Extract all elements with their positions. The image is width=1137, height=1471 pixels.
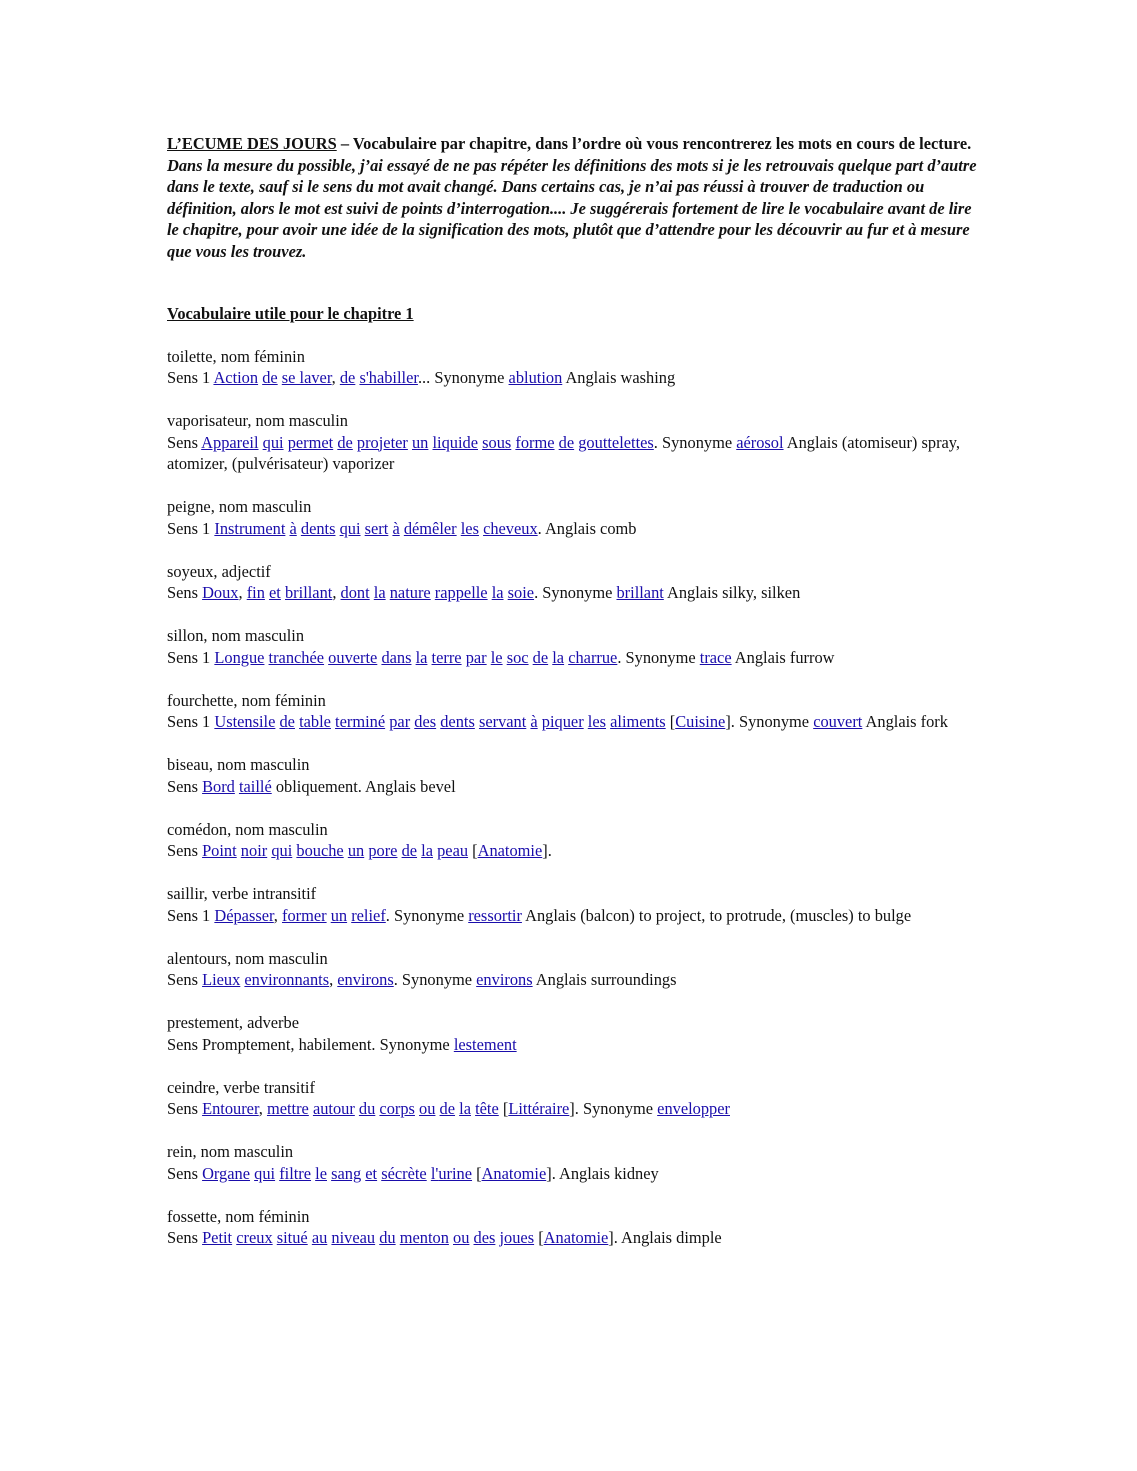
definition-text: [ [665,712,676,731]
definition-link[interactable]: les [587,712,606,731]
vocab-definition [167,647,977,669]
definition-link[interactable]: permet [287,432,334,452]
definition-link[interactable]: brillant [616,583,664,602]
definition-link[interactable]: rappelle [434,583,488,602]
definition-link[interactable]: la [459,1099,471,1118]
definition-text: Sens [167,841,203,860]
definition-link[interactable]: Petit [202,1228,233,1247]
vocab-entry [167,948,977,991]
definition-link[interactable]: et [269,583,281,602]
definition-link[interactable]: au [311,1228,328,1247]
definition-link[interactable]: gouttelettes [578,432,654,452]
vocab-definition [167,1227,977,1249]
definition-link[interactable]: les [460,518,479,538]
vocab-entry [167,496,977,539]
definition-text: Sens [167,1228,203,1247]
definition-text: [ [468,841,478,860]
definition-link[interactable]: Point [202,841,237,860]
definition-link[interactable]: le [490,647,503,667]
definition-text: , [273,905,282,925]
vocab-entry [167,1012,977,1055]
definition-text: ]. Synonyme [569,1099,658,1118]
definition-link[interactable]: qui [254,1163,276,1183]
definition-link[interactable]: mettre [266,1099,309,1118]
definition-text: [ [534,1228,544,1247]
definition-link[interactable]: joues [499,1228,535,1247]
definition-link[interactable]: menton [399,1228,449,1247]
definition-text: , [258,1099,267,1118]
definition-link[interactable]: dont [340,583,370,602]
definition-link[interactable]: dans [381,647,412,667]
definition-link[interactable]: à [289,518,297,538]
definition-link[interactable]: Ustensile [214,712,276,731]
definition-text: obliquement. Anglais bevel [271,776,456,796]
definition-link[interactable]: et [365,1163,378,1183]
definition-link[interactable]: Littéraire [508,1099,570,1118]
definition-link[interactable]: le [315,1163,327,1183]
vocab-definition [167,367,977,389]
definition-text: Sens [167,776,203,796]
definition-link[interactable]: tête [475,1099,499,1118]
definition-text: [ [498,1099,509,1118]
vocab-entry [167,1141,977,1184]
definition-link[interactable]: du [358,1099,376,1118]
definition-link[interactable]: dents [440,712,475,731]
vocab-headword: ceindre, verbe transitif [167,1077,315,1097]
section-title: Vocabulaire utile pour le chapitre 1 [167,304,414,323]
definition-link[interactable]: brillant [284,583,333,602]
definition-link[interactable]: Doux [202,583,239,602]
definition-text: ]. Anglais dimple [608,1228,722,1247]
definition-text: . Synonyme [393,970,477,989]
definition-link[interactable]: à [392,518,400,538]
definition-text: Anglais silky, silken [663,583,801,602]
definition-link[interactable]: aérosol [736,432,784,452]
book-title: L’ECUME DES JOURS [167,134,337,153]
definition-link[interactable]: de [532,647,549,667]
definition-text: Sens [167,583,203,602]
definition-link[interactable]: Appareil [201,432,259,452]
definition-link[interactable]: Cuisine [675,712,726,731]
definition-link[interactable]: fin [246,583,265,602]
definition-link[interactable]: la [421,841,433,860]
vocab-definition [167,1163,977,1185]
definition-text: . Synonyme [385,905,469,925]
vocab-definition [167,840,977,862]
definition-link[interactable]: pore [368,841,398,860]
definition-text: Sens 1 [167,712,215,731]
definition-link[interactable]: Anatomie [543,1228,609,1247]
definition-link[interactable]: Dépasser [214,905,274,925]
definition-link[interactable]: ou [419,1099,436,1118]
definition-link[interactable]: environs [476,970,533,989]
definition-link[interactable]: Instrument [214,518,286,538]
definition-link[interactable]: de [558,432,575,452]
definition-link[interactable]: de [439,1099,456,1118]
definition-link[interactable]: par [465,647,487,667]
definition-text: Anglais fork [862,712,948,731]
intro-paragraph: Dans la mesure du possible, j’ai essayé de ne pas répéter les définitions des mots si je les retrouvais quelque part d’autre dans le texte, sauf si le sens du mot avait changé. Dans certains cas, je n’ai pas réussi à trouver de traduction ou définition, alors le mot est suivi de points d’interrogation.... Je suggérerais fortement de lire le vocabulaire avant de lire le chapitre, pour avoir une idée de la signification des mots, plutôt que d’attendre pour les découvrir au fur et à mesure que vous les trouvez. [167,155,977,261]
vocab-entry [167,410,977,475]
definition-text: Sens [167,432,202,452]
document-page [167,133,977,1270]
vocab-headword: peigne, nom masculin [167,497,312,516]
definition-link[interactable]: ressortir [468,905,522,925]
definition-text: Anglais washing [562,368,676,387]
definition-link[interactable]: Anatomie [477,841,543,860]
definition-link[interactable]: dents [300,518,336,538]
vocab-definition [167,711,977,733]
vocab-headword: fossette, nom féminin [167,1206,310,1226]
header-subtitle: – Vocabulaire par chapitre, dans l’ordre où vous rencontrerez les mots en cours de lecture. [336,134,972,153]
definition-text: ]. [542,841,552,860]
definition-link[interactable]: la [491,583,504,602]
definition-link[interactable]: filtre [279,1163,312,1183]
definition-link[interactable]: sert [364,518,389,538]
definition-text: ... Synonyme [417,368,509,387]
definition-link[interactable]: trace [699,647,732,667]
definition-link[interactable]: corps [379,1099,415,1118]
definition-link[interactable]: Organe [202,1163,251,1183]
definition-text: , [332,583,341,602]
definition-text: Sens [167,1163,203,1183]
definition-link[interactable]: par [389,712,411,731]
definition-text: Anglais furrow [731,647,835,667]
definition-text: Anglais (balcon) to project, to protrude, (muscles) to bulge [521,905,912,925]
definition-text: Sens 1 [167,647,215,667]
definition-link[interactable]: des [473,1228,496,1247]
vocab-entry [167,819,977,862]
vocab-headword: prestement, adverbe [167,1013,299,1032]
definition-link[interactable]: de [339,368,356,387]
definition-link[interactable]: piquer [541,712,584,731]
definition-link[interactable]: environnants [244,970,330,989]
definition-link[interactable]: Anatomie [481,1163,547,1183]
definition-link[interactable]: Longue [214,647,265,667]
definition-link[interactable]: cheveux [483,518,538,538]
definition-text: Sens 1 [167,368,214,387]
definition-text: Sens [167,970,203,989]
definition-link[interactable]: environs [337,970,394,989]
definition-link[interactable]: un [411,432,429,452]
vocab-definition [167,776,977,798]
definition-link[interactable]: former [281,905,327,925]
document-header [167,133,977,155]
definition-text: Anglais (atomiseur) spray, atomizer, (pulvérisateur) vaporizer [167,432,961,473]
definition-link[interactable]: un [330,905,348,925]
definition-link[interactable]: nature [389,583,431,602]
definition-link[interactable]: s'habiller [359,368,418,387]
definition-link[interactable]: couvert [813,712,863,731]
definition-link[interactable]: bouche [296,841,344,860]
definition-text: . Synonyme [534,583,617,602]
definition-link[interactable]: envelopper [657,1099,730,1118]
definition-link[interactable]: ouverte [328,647,378,667]
definition-link[interactable]: sécrète [381,1163,427,1183]
vocab-entry [167,754,977,797]
definition-link[interactable]: terminé [335,712,386,731]
definition-link[interactable]: Bord [202,776,235,796]
vocab-headword: fourchette, nom féminin [167,690,326,710]
vocab-headword: comédon, nom masculin [167,819,328,839]
definition-text: [ [472,1163,482,1183]
definition-link[interactable]: peau [437,841,469,860]
definition-link[interactable]: autour [312,1099,355,1118]
definition-link[interactable]: table [299,712,331,731]
definition-text: Sens 1 [167,905,215,925]
vocab-definition [167,905,977,927]
vocab-entry [167,346,977,389]
definition-link[interactable]: taillé [238,776,272,796]
definition-link[interactable]: des [414,712,437,731]
definition-text: Sens [167,1099,203,1118]
definition-link[interactable]: un [347,841,365,860]
vocab-definition [167,969,977,991]
definition-link[interactable]: Lieux [202,970,241,989]
definition-link[interactable]: niveau [331,1228,376,1247]
vocab-definition [167,1098,977,1120]
definition-link[interactable]: relief [351,905,386,925]
definition-link[interactable]: démêler [403,518,457,538]
definition-link[interactable]: projeter [356,432,408,452]
definition-text: , [329,970,338,989]
vocab-headword: vaporisateur, nom masculin [167,411,348,430]
definition-link[interactable]: lestement [453,1034,517,1054]
vocab-entry [167,1206,977,1249]
vocab-definition [167,432,977,475]
definition-link[interactable]: Entourer [202,1099,259,1118]
vocab-entry [167,1077,977,1120]
definition-link[interactable]: se laver [281,368,332,387]
definition-link[interactable]: soie [507,583,535,602]
vocab-entry [167,561,977,604]
definition-link[interactable]: liquide [432,432,479,452]
vocab-definition [167,1034,977,1056]
vocab-headword: sillon, nom masculin [167,626,305,645]
definition-link[interactable]: terre [431,647,462,667]
definition-text: Sens 1 [167,518,215,538]
definition-link[interactable]: du [379,1228,396,1247]
definition-link[interactable]: la [373,583,386,602]
vocab-entry [167,690,977,733]
definition-text: , [238,583,247,602]
definition-link[interactable]: de [337,432,353,452]
vocab-entry [167,883,977,926]
vocab-definition [167,518,977,540]
definition-link[interactable]: de [279,712,295,731]
definition-text: Sens Promptement, habilement. Synonyme [167,1034,454,1054]
definition-link[interactable]: qui [262,432,284,452]
vocab-headword: saillir, verbe intransitif [167,884,317,903]
vocab-headword: alentours, nom masculin [167,948,328,968]
definition-link[interactable]: situé [276,1228,308,1247]
definition-text: . Synonyme [653,432,737,452]
definition-text: Anglais surroundings [532,970,677,989]
definition-link[interactable]: forme [515,432,555,452]
definition-link[interactable]: ablution [508,368,563,387]
vocab-headword: rein, nom masculin [167,1142,294,1161]
vocab-headword: soyeux, adjectif [167,561,271,581]
definition-link[interactable]: ou [453,1228,470,1247]
definition-link[interactable]: soc [506,647,529,667]
definition-link[interactable]: noir [240,841,268,860]
vocab-headword: biseau, nom masculin [167,755,310,774]
definition-link[interactable]: urine [438,1163,473,1183]
definition-text: . Synonyme [617,647,700,667]
definition-text: . Anglais comb [537,518,637,538]
vocabulary-list [167,346,977,1249]
definition-link[interactable]: creux [236,1228,273,1247]
definition-link[interactable]: qui [271,841,293,860]
definition-text: , [331,368,340,387]
definition-link[interactable]: sous [482,432,512,452]
definition-link[interactable]: sang [331,1163,362,1183]
definition-link[interactable]: Action [213,368,259,387]
definition-link[interactable]: la [415,647,428,667]
definition-link[interactable]: tranchée [268,647,325,667]
definition-text: ]. Synonyme [725,712,814,731]
vocab-headword: toilette, nom féminin [167,346,305,366]
definition-link[interactable]: la [552,647,565,667]
definition-link[interactable]: à [530,712,538,731]
definition-text: ]. Anglais kidney [546,1163,659,1183]
definition-link[interactable]: de [262,368,278,387]
definition-link[interactable]: aliments [610,712,666,731]
definition-link[interactable]: l' [430,1163,439,1183]
definition-link[interactable]: de [401,841,418,860]
vocab-definition [167,582,977,604]
definition-link[interactable]: charrue [568,647,618,667]
definition-link[interactable]: qui [339,518,361,538]
definition-link[interactable]: servant [478,712,527,731]
vocab-entry [167,625,977,668]
